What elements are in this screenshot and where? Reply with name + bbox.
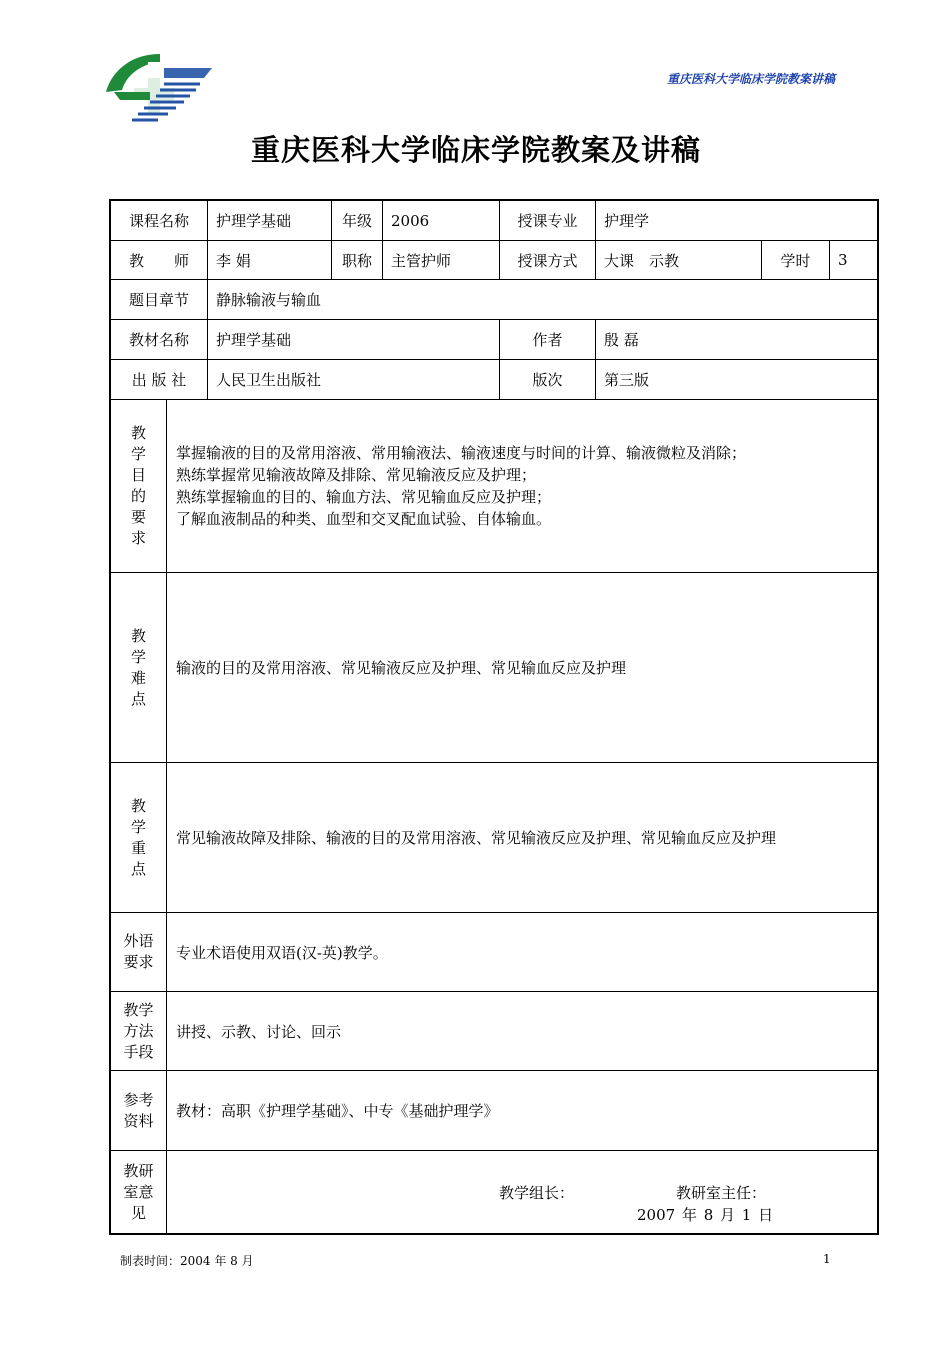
topic-label: 题目章节 bbox=[111, 280, 208, 320]
page-title: 重庆医科大学临床学院教案及讲稿 bbox=[250, 133, 701, 167]
grade-value: 2006 bbox=[383, 201, 500, 241]
footer-made-time: 制表时间：2004 年 8 月 bbox=[120, 1254, 254, 1268]
topic-value: 静脉输液与输血 bbox=[208, 280, 877, 320]
director-signature: 教研室主任： bbox=[676, 1184, 767, 1202]
references-value: 教材：高职《护理学基础》、中专《基础护理学》 bbox=[167, 1071, 877, 1151]
hours-value: 3 bbox=[830, 241, 877, 280]
methods-value: 讲授、示教、讨论、回示 bbox=[167, 992, 877, 1071]
grade-label: 年级 bbox=[332, 201, 383, 241]
rank-label: 职称 bbox=[332, 241, 383, 280]
course-name-label: 课程名称 bbox=[111, 201, 208, 241]
rank-value: 主管护师 bbox=[383, 241, 500, 280]
teaching-mode-value: 大课 示教 bbox=[596, 241, 762, 280]
goal-line: 熟练掌握输血的目的、输血方法、常见输血反应及护理； bbox=[176, 488, 552, 506]
teaching-mode-label: 授课方式 bbox=[500, 241, 596, 280]
textbook-value: 护理学基础 bbox=[208, 320, 500, 360]
opinion-label: 教研 室意 见 bbox=[111, 1151, 167, 1233]
goal-line: 掌握输液的目的及常用溶液、常用输液法、输液速度与时间的计算、输液微粒及消除； bbox=[176, 444, 747, 462]
language-label: 外语 要求 bbox=[111, 913, 167, 992]
header-top-right: 重庆医科大学临床学院教案讲稿 bbox=[666, 72, 835, 86]
group-leader-signature: 教学组长： bbox=[499, 1184, 575, 1202]
keypoints-value: 常见输液故障及排除、输液的目的及常用溶液、常见输液反应及护理、常见输血反应及护理 bbox=[167, 763, 877, 913]
publisher-value: 人民卫生出版社 bbox=[208, 360, 500, 400]
goal-line: 熟练掌握常见输液故障及排除、常见输液反应及护理； bbox=[176, 466, 537, 484]
textbook-label: 教材名称 bbox=[111, 320, 208, 360]
goals-value bbox=[167, 400, 877, 573]
language-value: 专业术语使用双语(汉-英)教学。 bbox=[167, 913, 877, 992]
goals-label: 教 学 目 的 要 求 bbox=[111, 400, 167, 573]
author-value: 殷 磊 bbox=[596, 320, 877, 360]
hospital-cross-logo-icon bbox=[104, 48, 216, 126]
publisher-label: 出 版 社 bbox=[111, 360, 208, 400]
author-label: 作者 bbox=[500, 320, 596, 360]
teacher-label: 教 师 bbox=[111, 241, 208, 280]
edition-label: 版次 bbox=[500, 360, 596, 400]
references-label: 参考 资料 bbox=[111, 1071, 167, 1151]
keypoints-label: 教 学 重 点 bbox=[111, 763, 167, 913]
methods-label: 教学 方法 手段 bbox=[111, 992, 167, 1071]
lesson-plan-table bbox=[109, 199, 879, 1235]
major-label: 授课专业 bbox=[500, 201, 596, 241]
goal-line: 了解血液制品的种类、血型和交叉配血试验、自体输血。 bbox=[176, 510, 552, 528]
difficulty-value: 输液的目的及常用溶液、常见输液反应及护理、常见输血反应及护理 bbox=[167, 573, 877, 763]
edition-value: 第三版 bbox=[596, 360, 877, 400]
course-name-value: 护理学基础 bbox=[208, 201, 332, 241]
opinion-date: 2007 年 8 月 1 日 bbox=[637, 1206, 774, 1224]
hours-label: 学时 bbox=[762, 241, 830, 280]
page-number: 1 bbox=[823, 1252, 831, 1266]
teacher-value: 李 娟 bbox=[208, 241, 332, 280]
major-value: 护理学 bbox=[596, 201, 877, 241]
difficulty-label: 教 学 难 点 bbox=[111, 573, 167, 763]
